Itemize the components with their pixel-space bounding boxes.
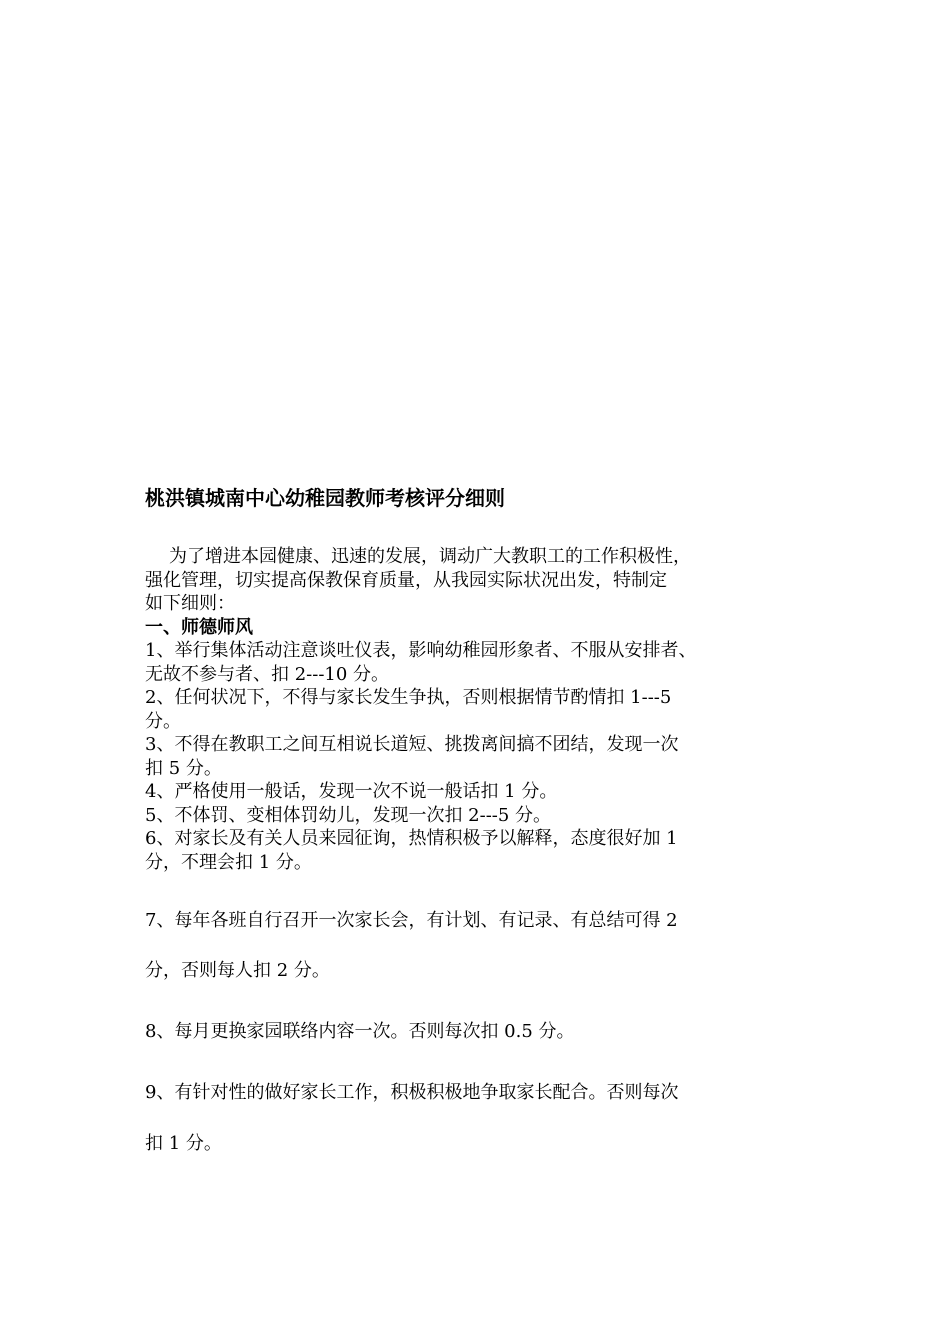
rule-item-line: 4、严格使用一般话，发现一次不说一般话扣 1 分。 <box>145 781 558 802</box>
document-body <box>145 545 825 874</box>
rule-item-line: 扣 5 分。 <box>145 757 222 779</box>
intro-line: 强化管理，切实提高保教保育质量，从我园实际状况出发，特制定 <box>145 569 667 591</box>
rule-item-line: 9、有针对性的做好家长工作，积极积极地争取家长配合。否则每次 <box>145 1082 679 1103</box>
rule-item-line: 5、不体罚、变相体罚幼儿，发现一次扣 2---5 分。 <box>145 804 552 826</box>
intro-line: 如下细则： <box>145 593 235 614</box>
rule-item-line: 3、不得在教职工之间互相说长道短、挑拨离间搞不团结，发现一次 <box>145 734 679 755</box>
rule-item-line: 分，不理会扣 1 分。 <box>145 851 312 873</box>
rule-item-line: 7、每年各班自行召开一次家长会，有计划、有记录、有总结可得 2 <box>145 910 678 931</box>
section-heading: 一、师德师风 <box>145 616 253 638</box>
rule-item-line: 分。 <box>145 710 181 732</box>
document-title: 桃洪镇城南中心幼稚园教师考核评分细则 <box>145 486 505 510</box>
rule-item-line: 分，否则每人扣 2 分。 <box>145 960 330 981</box>
rule-item-line: 无故不参与者、扣 2---10 分。 <box>145 663 390 685</box>
rule-item-line: 1、举行集体活动注意谈吐仪表，影响幼稚园形象者、不服从安排者、 <box>145 640 697 661</box>
intro-line: 为了增进本园健康、迅速的发展，调动广大教职工的工作积极性， <box>169 546 691 567</box>
rule-item-line: 2、任何状况下，不得与家长发生争执，否则根据情节酌情扣 1---5 <box>145 687 672 708</box>
rule-item-line: 6、对家长及有关人员来园征询，热情积极予以解释，态度很好加 1 <box>145 828 678 849</box>
rule-item-line: 扣 1 分。 <box>145 1133 222 1154</box>
rule-item-line: 8、每月更换家园联络内容一次。否则每次扣 0.5 分。 <box>145 1021 575 1042</box>
